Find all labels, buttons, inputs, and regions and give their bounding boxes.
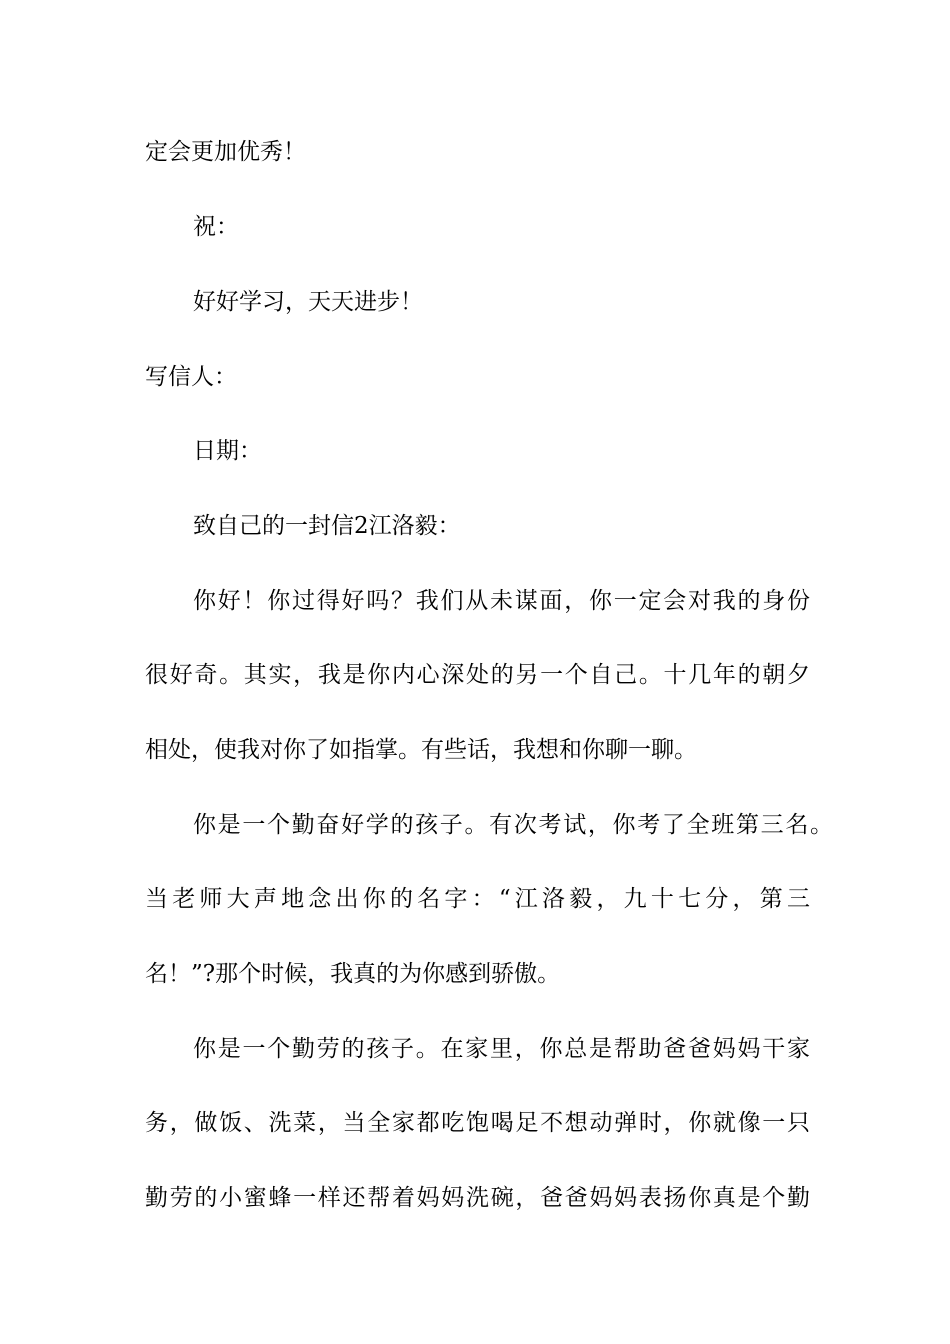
text-line-paragraph-3a: 你是一个勤劳的孩子。在家里，你总是帮助爸爸妈妈干家 — [193, 1036, 810, 1062]
text-line-paragraph-2a: 你是一个勤奋好学的孩子。有次考试，你考了全班第三名。 — [193, 812, 833, 838]
text-line-paragraph-2c: 名！”?那个时候，我真的为你感到骄傲。 — [145, 961, 561, 987]
text-line-writer: 写信人： — [145, 364, 237, 390]
text-line-salutation: 祝： — [193, 214, 239, 240]
text-line-paragraph-3c: 勤劳的小蜜蜂一样还帮着妈妈洗碗，爸爸妈妈表扬你真是个勤 — [145, 1185, 810, 1211]
text-line-paragraph-1a: 你好！你过得好吗？我们从未谋面，你一定会对我的身份 — [193, 588, 810, 614]
text-line-paragraph-3b: 务，做饭、洗菜，当全家都吃饱喝足不想动弹时，你就像一只 — [145, 1110, 810, 1136]
text-line-paragraph-1c: 相处，使我对你了如指掌。有些话，我想和你聊一聊。 — [145, 737, 697, 763]
text-line-wish: 好好学习，天天进步！ — [193, 289, 423, 315]
text-line-date: 日期： — [193, 438, 262, 464]
text-line-letter-heading: 致自己的一封信2江洛毅： — [193, 513, 461, 539]
text-line-closing: 定会更加优秀！ — [145, 139, 306, 165]
text-line-paragraph-2b: 当老师大声地念出你的名字：“江洛毅，九十七分，第三 — [145, 886, 810, 912]
text-line-paragraph-1b: 很好奇。其实，我是你内心深处的另一个自己。十几年的朝夕 — [145, 662, 810, 688]
